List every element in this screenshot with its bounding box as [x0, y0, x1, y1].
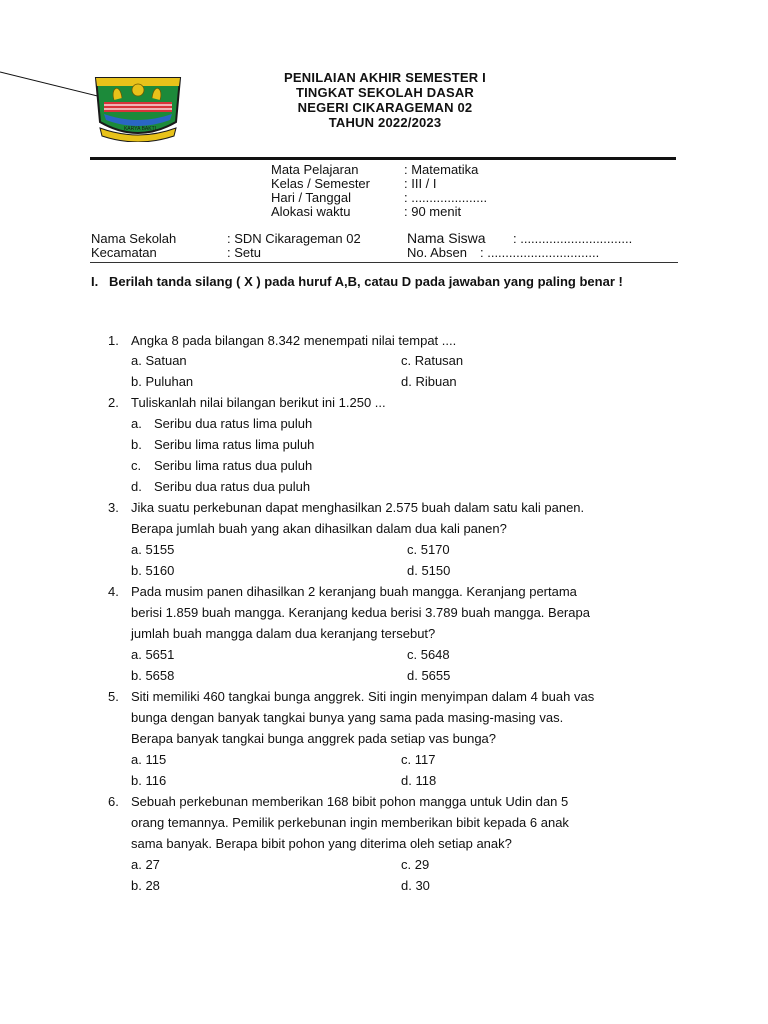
answer-option[interactable]: b. 5658 — [131, 668, 175, 683]
section-instruction-text: Berilah tanda silang ( X ) pada huruf A,B, catau D pada jawaban yang paling benar ! — [109, 274, 623, 289]
answer-option[interactable]: c. 117 — [401, 752, 436, 767]
answer-option[interactable]: c. Ratusan — [401, 353, 464, 368]
question-text: Berapa banyak tangkai bunga anggrek pada setiap vas bunga? — [131, 731, 497, 746]
question-text: berisi 1.859 buah mangga. Keranjang kedua berisi 3.789 buah mangga. Berapa — [131, 605, 590, 620]
subject-value: : Matematika — [404, 162, 479, 177]
answer-option[interactable]: b. Puluhan — [131, 374, 194, 389]
exam-header — [220, 70, 550, 130]
answer-option[interactable]: c. 5648 — [407, 647, 450, 662]
question-text: jumlah buah mangga dalam dua keranjang tersebut? — [131, 626, 436, 641]
answer-option[interactable]: a. 115 — [131, 752, 167, 767]
answer-option[interactable]: a. 5651 — [131, 647, 175, 662]
header-divider — [90, 157, 676, 160]
time-value: : 90 menit — [404, 204, 462, 219]
question-text: sama banyak. Berapa bibit pohon yang diterima oleh setiap anak? — [131, 836, 512, 851]
answer-option[interactable]: Seribu lima ratus dua puluh — [154, 458, 313, 473]
answer-option[interactable]: d. 30 — [401, 878, 430, 893]
date-value: : ..................... — [404, 190, 488, 205]
question-number: 4. — [108, 584, 119, 599]
answer-option[interactable]: d. 5655 — [407, 668, 451, 683]
question-text: Sebuah perkebunan memberikan 168 bibit pohon mangga untuk Udin dan 5 — [131, 794, 569, 809]
school-name-label: Nama Sekolah — [91, 231, 177, 246]
answer-option[interactable]: c. 29 — [401, 857, 430, 872]
answer-option[interactable]: b. 5160 — [131, 563, 175, 578]
question-text: Siti memiliki 460 tangkai bunga anggrek. Siti ingin menyimpan dalam 4 buah vas — [131, 689, 595, 704]
answer-option[interactable]: a. 27 — [131, 857, 160, 872]
absen-label: No. Absen — [407, 245, 467, 260]
time-label: Alokasi waktu — [271, 204, 351, 219]
school-name-value: : SDN Cikarageman 02 — [227, 231, 361, 246]
header-line: TAHUN 2022/2023 — [328, 115, 442, 130]
question-number: 5. — [108, 689, 119, 704]
answer-option[interactable]: Seribu dua ratus dua puluh — [154, 479, 311, 494]
answer-option[interactable]: b. 28 — [131, 878, 160, 893]
subject-label: Mata Pelajaran — [271, 162, 359, 177]
date-label: Hari / Tanggal — [271, 190, 351, 205]
answer-option[interactable]: Seribu lima ratus lima puluh — [154, 437, 315, 452]
header-line: NEGERI CIKARAGEMAN 02 — [297, 100, 473, 115]
district-label: Kecamatan — [91, 245, 157, 260]
question-text: Pada musim panen dihasilkan 2 keranjang buah mangga. Keranjang pertama — [131, 584, 577, 599]
question-text: Jika suatu perkebunan dapat menghasilkan 2.575 buah dalam satu kali panen. — [131, 500, 585, 515]
class-value: : III / I — [404, 176, 437, 191]
answer-option-letter[interactable]: c. — [131, 458, 142, 473]
answer-option[interactable]: a. 5155 — [131, 542, 175, 557]
question-text: bunga dengan banyak tangkai bunya yang sama pada masing-masing vas. — [131, 710, 564, 725]
answer-option[interactable]: Seribu dua ratus lima puluh — [154, 416, 313, 431]
header-line: PENILAIAN AKHIR SEMESTER I — [284, 70, 486, 85]
question-number: 6. — [108, 794, 119, 809]
class-label: Kelas / Semester — [271, 176, 370, 191]
answer-option[interactable]: b. 116 — [131, 773, 167, 788]
logo-motto: KARYA BAKTI — [123, 126, 157, 132]
student-name-field[interactable]: : ............................... — [513, 231, 633, 246]
question-number: 3. — [108, 500, 119, 515]
answer-option[interactable]: d. Ribuan — [401, 374, 457, 389]
district-value: : Setu — [227, 245, 261, 260]
absen-field[interactable]: : ............................... — [480, 245, 600, 260]
question-text: Tuliskanlah nilai bilangan berikut ini 1.250 ... — [131, 395, 386, 410]
question-number: 1. — [108, 333, 119, 348]
answer-option[interactable]: d. 5150 — [407, 563, 451, 578]
question-number: 2. — [108, 395, 119, 410]
answer-option[interactable]: a. Satuan — [131, 353, 187, 368]
answer-option-letter[interactable]: d. — [131, 479, 142, 494]
question-text: orang temannya. Pemilik perkebunan ingin memberikan bibit kepada 6 anak — [131, 815, 569, 830]
answer-option[interactable]: c. 5170 — [407, 542, 450, 557]
question-text: Berapa jumlah buah yang akan dihasilkan dalam dua kali panen? — [131, 521, 507, 536]
student-name-label: Nama Siswa — [407, 230, 486, 246]
question-text: Angka 8 pada bilangan 8.342 menempati nilai tempat .... — [131, 333, 457, 348]
identity-divider — [90, 262, 678, 263]
answer-option-letter[interactable]: a. — [131, 416, 142, 431]
header-line: TINGKAT SEKOLAH DASAR — [295, 85, 474, 100]
answer-option[interactable]: d. 118 — [401, 773, 437, 788]
section-number: I. — [91, 274, 99, 289]
answer-option-letter[interactable]: b. — [131, 437, 142, 452]
